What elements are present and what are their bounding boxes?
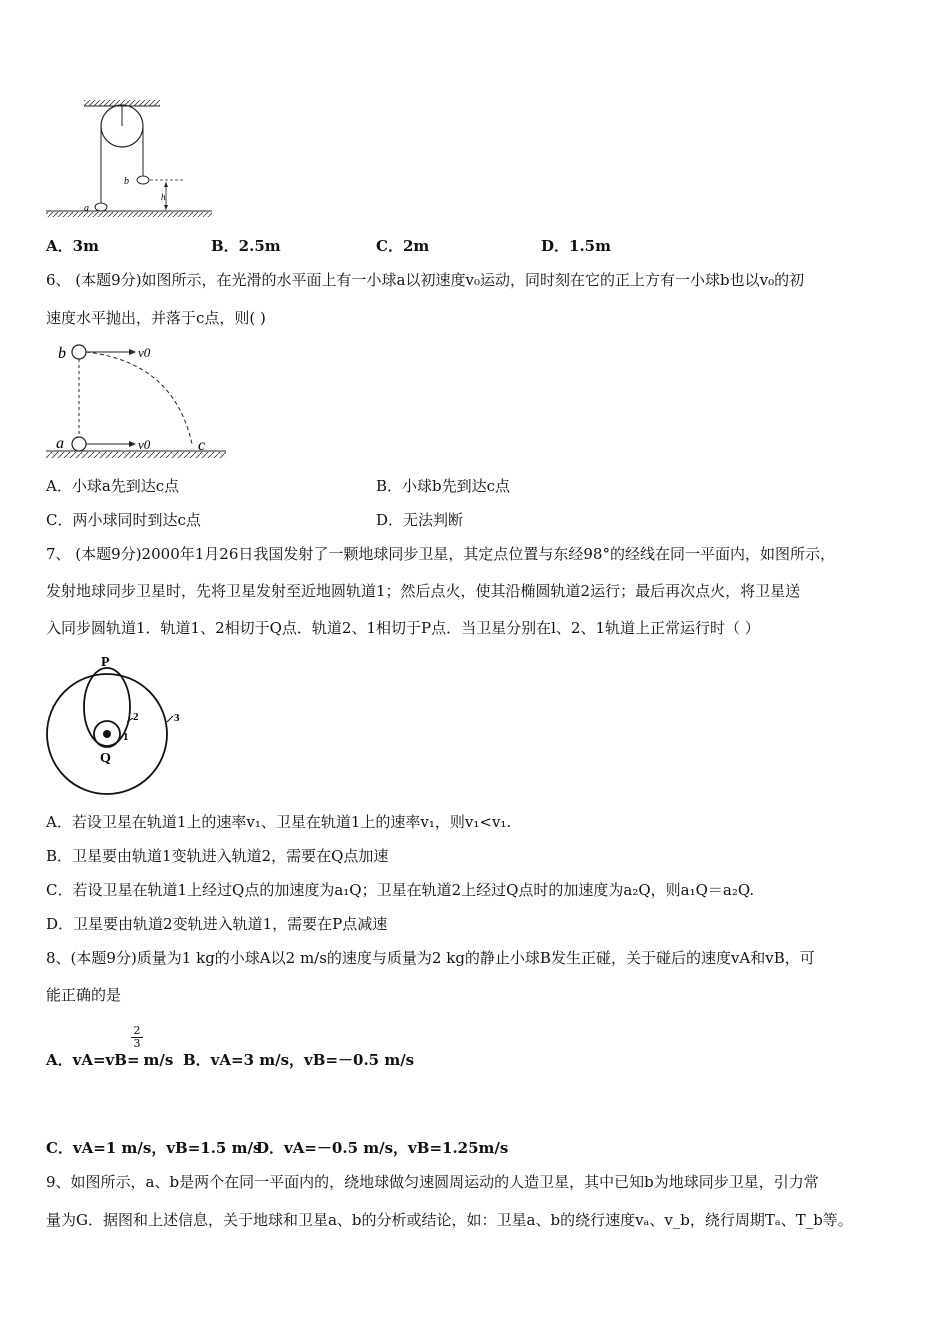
q8-option-b[interactable]: B．vA=3 m/s，vB=－0.5 m/s [183,1051,415,1069]
q5-label-h: h [161,192,166,202]
q6-label-a: a [56,435,64,452]
q8-option-d[interactable]: D．vA=－0.5 m/s，vB=1.25m/s [256,1139,509,1157]
q7-stem-line2: 发射地球同步卫星时，先将卫星发射至近地圆轨道1；然后点火，使其沿椭圆轨道2运行；最后再次点火，将卫星送 [46,582,801,600]
q8-option-a-unit: m/s [143,1051,174,1069]
q5-pulley-figure [44,96,214,220]
q5-option-c[interactable]: C．2m [376,237,430,255]
q5-option-b[interactable]: B．2.5m [211,237,281,255]
q7-option-b[interactable]: B．卫星要由轨道1变轨进入轨道2，需要在Q点加速 [46,847,389,865]
q8-fraction-numerator: 2 [131,1025,143,1038]
q7-orbit-figure [40,650,190,798]
q8-option-a-text: A．vA=vB= [46,1051,140,1069]
q7-label-p: P [101,655,110,670]
q8-stem-line2: 能正确的是 [46,986,122,1004]
q6-label-b: b [58,345,66,362]
q8-fraction-denominator: 3 [133,1037,141,1050]
q6-stem-line1: 6、 (本题9分)如图所示，在光滑的水平面上有一小球a以初速度v₀运动，同时刻在它的正上方有一小球b也以v₀的初 [46,271,805,289]
q7-label-3: 3 [174,712,180,724]
q7-label-q: Q [100,751,111,766]
q8-stem-line1: 8、(本题9分)质量为1 kg的小球A以2 m/s的速度与质量为2 kg的静止小球B发生正碰，关于碰后的速度vA和vB，可 [46,949,815,967]
q7-stem-line3: 入同步圆轨道1．轨道1、2相切于Q点．轨道2、1相切于P点．当卫星分别在l、2、1轨道上正常运行时（ ） [46,619,760,637]
q5-label-a: a [84,203,89,214]
q5-label-b: b [124,176,129,187]
q9-stem-line2: 量为G．据图和上述信息，关于地球和卫星a、b的分析或结论，如：卫星a、b的绕行速度vₐ、v_b，绕行周期Tₐ、T_b等。 [46,1211,853,1229]
q6-label-v0-bottom: v0 [138,437,151,452]
q7-label-1: 1 [123,731,129,743]
q6-label-c: c [198,437,206,454]
q6-option-d[interactable]: D．无法判断 [376,511,464,529]
q7-option-d[interactable]: D．卫星要由轨道2变轨进入轨道1，需要在P点减速 [46,915,388,933]
q6-option-a[interactable]: A．小球a先到达c点 [46,477,180,495]
q6-stem-line2: 速度水平抛出，并落于c点，则( ) [46,309,266,327]
q6-option-b[interactable]: B．小球b先到达c点 [376,477,511,495]
q6-projectile-figure [44,340,230,464]
q8-fraction [131,1025,143,1050]
q7-stem-line1: 7、 (本题9分)2000年1月26日我国发射了一颗地球同步卫星，其定点位置与东经98°的经线在同一平面内，如图所示， [46,545,835,563]
q5-option-a[interactable]: A．3m [46,237,99,255]
q5-option-d[interactable]: D．1.5m [541,237,611,255]
q8-option-c[interactable]: C．vA=1 m/s，vB=1.5 m/s [46,1139,262,1157]
q9-stem-line1: 9、如图所示，a、b是两个在同一平面内的，绕地球做匀速圆周运动的人造卫星，其中已知b为地球同步卫星，引力常 [46,1173,819,1191]
q7-option-c[interactable]: C．若设卫星在轨道1上经过Q点的加速度为a₁Q；卫星在轨道2上经过Q点时的加速度为a₂Q，则a₁Q＝a₂Q. [46,881,755,899]
q7-option-a[interactable]: A．若设卫星在轨道1上的速率v₁、卫星在轨道1上的速率v₁，则v₁<v₁. [46,813,512,831]
q8-option-a[interactable] [46,1050,173,1070]
q7-label-2: 2 [133,711,139,723]
q6-option-c[interactable]: C．两小球同时到达c点 [46,511,201,529]
q6-label-v0-top: v0 [138,345,151,360]
